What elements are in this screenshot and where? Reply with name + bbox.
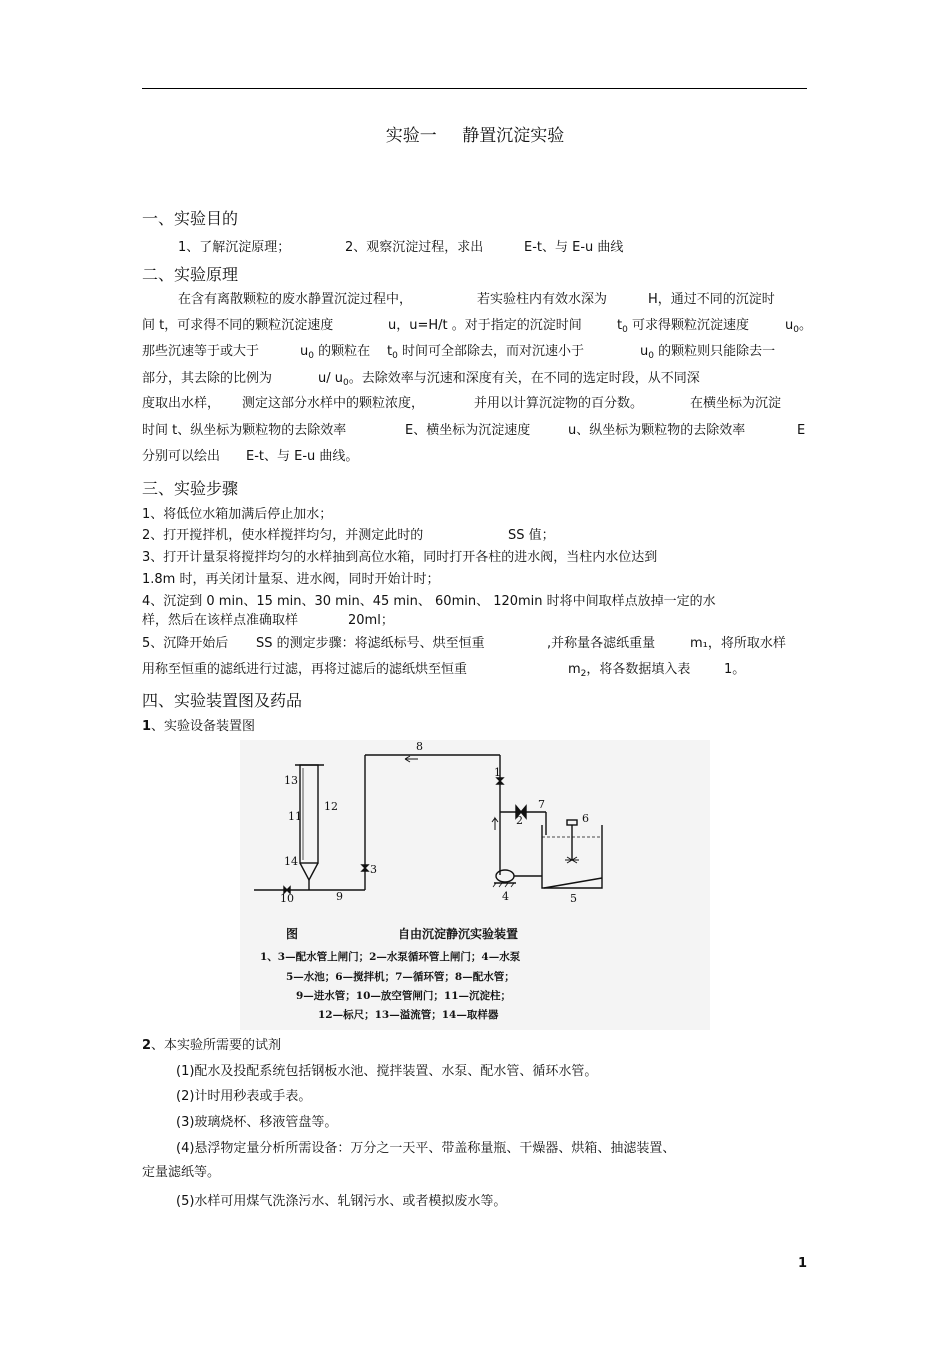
- label-4: 4: [502, 890, 509, 903]
- label-8: 8: [416, 740, 423, 753]
- reagent-item-3: (3)玻璃烧杯、移液管盘等。: [176, 1115, 338, 1130]
- label-9: 9: [336, 890, 343, 903]
- page-number: 1: [797, 1256, 807, 1271]
- label-3: 3: [370, 863, 377, 876]
- reagent-item-4-cont: 定量滤纸等。: [142, 1165, 221, 1180]
- principle-text: 在含有离散颗粒的废水静置沉淀过程中，: [178, 292, 413, 307]
- label-12: 12: [324, 800, 338, 813]
- step-3-cont: 1.8m 时，再关闭计量泵、进水阀，同时开始计时；: [142, 572, 440, 587]
- section-2-heading: 二、实验原理: [142, 265, 239, 284]
- caption-figure-word: 图: [286, 927, 299, 941]
- section-3-heading: 三、实验步骤: [142, 479, 239, 498]
- legend-line-2: 5—水池；6—搅拌机；7—循环管；8—配水管；: [286, 971, 515, 983]
- label-7: 7: [538, 798, 545, 811]
- legend-line-4: 12—标尺；13—溢流管；14—取样器: [318, 1009, 499, 1021]
- principle-text: 时间 t、纵坐标为颗粒物的去除效率: [142, 423, 347, 438]
- step-3: 3、打开计量泵将搅拌均匀的水样抽到高位水箱，同时打开各柱的进水阀，当柱内水位达到: [142, 550, 658, 565]
- step-1: 1、将低位水箱加满后停止加水；: [142, 507, 333, 522]
- section-1-heading: 一、实验目的: [142, 209, 239, 228]
- caption-title: 自由沉淀静沉实验装置: [398, 927, 519, 941]
- principle-text: $u_0$。: [785, 318, 812, 335]
- purpose-1: 1、了解沉淀原理；: [178, 240, 291, 255]
- title-part-a: 实验一: [385, 126, 437, 146]
- subsection-2: 2、本实验所需要的试剂: [142, 1038, 282, 1053]
- principle-text: 间 t，可求得不同的颗粒沉淀速度: [142, 318, 334, 333]
- reagent-item-5: (5)水样可用煤气洗涤污水、轧钢污水、或者模拟废水等。: [176, 1194, 507, 1209]
- principle-text: H，通过不同的沉淀时: [648, 292, 775, 307]
- document-title: [0, 121, 950, 146]
- legend-line-1: 1、3—配水管上闸门；2—水泵循环管上闸门；4—水泵: [260, 951, 521, 963]
- principle-text: 度取出水样，: [142, 396, 221, 411]
- principle-text: 若实验柱内有效水深为: [477, 292, 608, 307]
- principle-text: u，u=H/t 。对于指定的沉淀时间: [388, 318, 582, 333]
- principle-text: E: [797, 423, 806, 438]
- step-4: 4、沉淀到 0 min、15 min、30 min、45 min、 60min、 120min 时将中间取样点放掉一定的水: [142, 594, 716, 609]
- label-6: 6: [582, 812, 589, 825]
- principle-text: 部分，其去除的比例为: [142, 371, 273, 386]
- label-13: 13: [284, 774, 298, 787]
- principle-text: 在横坐标为沉淀: [690, 396, 782, 411]
- reagent-item-4: (4)悬浮物定量分析所需设备：万分之一天平、带盖称量瓶、干燥器、烘箱、抽滤装置、: [176, 1141, 676, 1156]
- label-5: 5: [570, 892, 577, 905]
- label-10: 10: [280, 892, 294, 905]
- apparatus-diagram: [240, 740, 710, 1030]
- principle-text: 并用以计算沉淀物的百分数。: [474, 396, 644, 411]
- header-rule: [142, 88, 807, 89]
- subsection-1: 1、实验设备装置图: [142, 719, 256, 734]
- purpose-2-curves: E-t、与 E-u 曲线: [524, 240, 624, 255]
- principle-text: $u_0$ 的颗粒则只能除去一: [640, 344, 776, 361]
- label-1: 1: [494, 766, 501, 779]
- principle-text: $t_0$ 时间可全部除去，而对沉速小于: [387, 344, 584, 361]
- reagent-item-2: (2)计时用秒表或手表。: [176, 1089, 312, 1104]
- principle-text: 分别可以绘出: [142, 449, 221, 464]
- title-part-b: 静置沉淀实验: [462, 126, 565, 146]
- principle-text: u、纵坐标为颗粒物的去除效率: [568, 423, 746, 438]
- principle-text: 测定这部分水样中的颗粒浓度，: [242, 396, 425, 411]
- principle-text: $u_0$ 的颗粒在: [300, 344, 371, 361]
- legend-line-3: 9—进水管；10—放空管闸门；11—沉淀柱；: [296, 990, 512, 1002]
- label-14: 14: [284, 855, 298, 868]
- label-2: 2: [516, 814, 523, 827]
- principle-text: 那些沉速等于或大于: [142, 344, 260, 359]
- principle-text: E-t、与 E-u 曲线。: [246, 449, 359, 464]
- step-5-m2: $m_2$，将各数据填入表: [568, 662, 691, 679]
- purpose-2: 2、观察沉淀过程，求出: [345, 240, 484, 255]
- principle-text: $t_0$ 可求得颗粒沉淀速度: [617, 318, 749, 335]
- reagent-item-1: (1)配水及投配系统包括钢板水池、搅拌装置、水泵、配水管、循环水管。: [176, 1064, 598, 1079]
- principle-text: E、横坐标为沉淀速度: [405, 423, 531, 438]
- label-11: 11: [288, 810, 302, 823]
- principle-text: u/ $u_0$。去除效率与沉速和深度有关，在不同的选定时段，从不同深: [318, 371, 700, 388]
- section-4-heading: 四、实验装置图及药品: [142, 691, 303, 710]
